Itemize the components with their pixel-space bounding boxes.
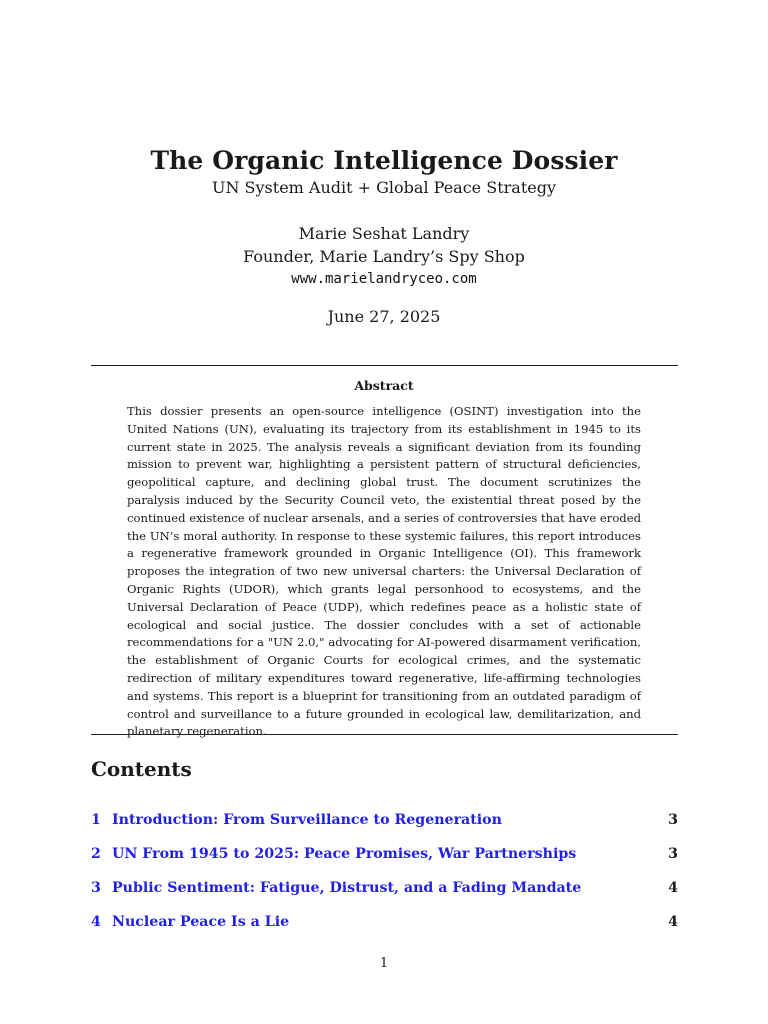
document-subtitle: UN System Audit + Global Peace Strategy xyxy=(211,178,556,197)
toc-page-number: 3 xyxy=(668,812,678,828)
toc-link[interactable] xyxy=(91,846,576,862)
toc-section-number: 1 xyxy=(91,812,101,828)
toc-section-number: 2 xyxy=(91,846,101,862)
toc-link[interactable] xyxy=(91,812,502,828)
author-website[interactable]: www.marielandryceo.com xyxy=(291,271,477,287)
toc-link[interactable] xyxy=(91,914,289,930)
document-title: The Organic Intelligence Dossier xyxy=(150,146,618,175)
footer-page-number: 1 xyxy=(379,956,389,971)
abstract-body: This dossier presents an open-source intelligence (OSINT) investigation into the United Nations (UN), evaluating its trajectory from its establishment in 1945 to its current state in 2025. The analysis reveals a significant deviation from its founding mission to prevent war, highlighting a persistent pattern of structural deficiencies, geopolitical capture, and declining global trust. The document scrutinizes the paralysis induced by the Security Council veto, the existential threat posed by the continued existence of nuclear arsenals, and a series of controversies that have eroded the UN’s moral authority. In response to these systemic failures, this report introduces a regenerative framework grounded in Organic Intelligence (OI). This framework proposes the integration of two new universal charters: the Universal Declaration of Organic Rights (UDOR), which grants legal personhood to ecosystems, and the Universal Declaration of Peace (UDP), which redefines peace as a holistic state of ecological and social justice. The dossier concludes with a set of actionable recommendations for a "UN 2.0," advocating for AI-powered disarmament verification, the establishment of Organic Courts for ecological crimes, and the systematic redirection of military expenditures toward regenerative, life-affirming technologies and systems. This report is a blueprint for transitioning from an outdated paradigm of control and surveillance to a future grounded in ecological law, demilitarization, and planetary regeneration. xyxy=(127,404,641,739)
abstract-top-divider xyxy=(91,365,678,366)
toc-section-title: UN From 1945 to 2025: Peace Promises, War Partnerships xyxy=(112,846,577,862)
toc-section-title: Public Sentiment: Fatigue, Distrust, and a Fading Mandate xyxy=(112,880,582,896)
author-name: Marie Seshat Landry xyxy=(298,224,470,243)
table-of-contents xyxy=(91,812,678,948)
toc-link[interactable] xyxy=(91,880,581,896)
toc-section-title: Nuclear Peace Is a Lie xyxy=(112,914,290,930)
toc-page-number: 3 xyxy=(668,846,678,862)
document-date: June 27, 2025 xyxy=(327,307,441,326)
abstract-heading: Abstract xyxy=(354,378,414,393)
toc-entry xyxy=(91,812,678,846)
contents-heading: Contents xyxy=(91,757,192,781)
toc-page-number: 4 xyxy=(668,880,678,896)
toc-section-title: Introduction: From Surveillance to Regeneration xyxy=(112,812,502,828)
toc-section-number: 3 xyxy=(91,880,101,896)
toc-page-number: 4 xyxy=(668,914,678,930)
toc-entry xyxy=(91,880,678,914)
toc-entry xyxy=(91,914,678,948)
abstract-bottom-divider xyxy=(91,734,678,735)
author-affiliation: Founder, Marie Landry’s Spy Shop xyxy=(243,247,525,266)
toc-section-number: 4 xyxy=(91,914,101,930)
toc-entry xyxy=(91,846,678,880)
